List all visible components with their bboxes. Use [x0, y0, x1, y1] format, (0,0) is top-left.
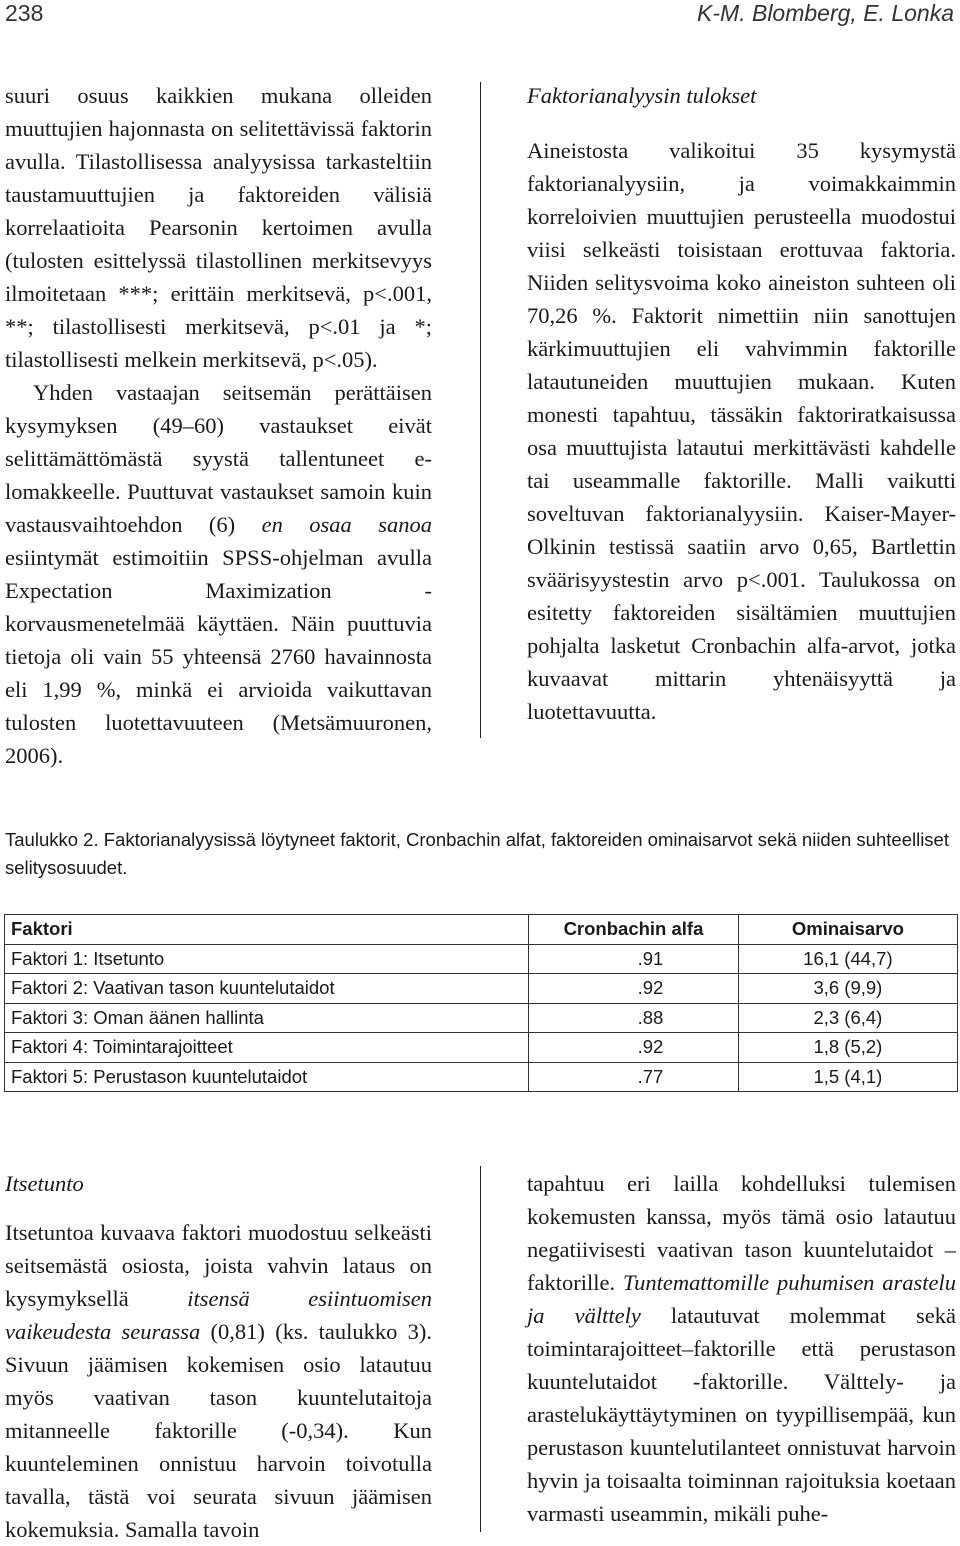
table-cell: Faktori 4: Toimintarajoitteet — [5, 1033, 529, 1063]
top-right-column — [527, 79, 956, 728]
page-number: 238 — [5, 0, 44, 26]
table-row — [5, 1033, 958, 1063]
body-paragraph: Itsetuntoa kuvaava faktori muodostuu selkeästi seitsemästä osiosta, joista vahvin lataus on kysymyksellä itsensä esiintuomisen vaikeudesta seurassa (0,81) (ks. taulukko 3). Sivuun jäämisen kokemisen osio latautuu myös vaativan tason kuuntelutaitoja mitanneelle faktorille (-0,34). Kun kuunteleminen onnistuu harvoin toivotulla tavalla, tästä voi seurata sivuun jäämisen kokemuksia. Samalla tavoin — [5, 1220, 433, 1542]
top-left-column — [5, 79, 432, 772]
section-heading: Itsetunto — [5, 1171, 84, 1196]
body-paragraph: suuri osuus kaikkien mukana olleiden muuttujien hajonnasta on selitettävissä faktorin avulla. Tilastollisessa analyysissa tarkasteltiin taustamuuttujien ja faktoreiden välisiä korrelaatioita Pearsonin kertoimen avulla (tulosten esittelyssä tilastollinen merkitsevyys ilmoitetaan ***; erittäin merkitsevä, p<.001, **; tilastollisesti merkitsevä, p<.01 ja *; tilastollisesti melkein merkitsevä, p<.05). — [5, 83, 432, 372]
bottom-left-column — [5, 1167, 432, 1546]
table-cell: 2,3 (6,4) — [738, 1003, 957, 1033]
body-paragraph: Aineistosta valikoitui 35 kysymystä faktorianalyysiin, ja voimakkaimmin korreloivien muuttujien perusteella muodostui viisi selkeästi toisistaan erottuvaa faktoria. Niiden selitysvoima koko aineiston suhteen oli 70,26 %. Faktorit nimettiin niin sanottujen kärkimuuttujien eli vahvimmin faktorille latautuneiden muuttujien mukaan. Kuten monesti tapahtuu, tässäkin faktoriratkaisussa osa muuttujista latautui merkittävästi kahdelle tai useammalle faktorille. Malli vaikutti soveltuvan faktorianalyysiin. Kaiser-Mayer-Olkinin testissä saatiin arvo 0,65, Bartlettin sväärisyystestin arvo p<.001. Taulukossa on esitetty faktoreiden sisältämien muuttujien pohjalta lasketut Cronbachin alfa-arvot, jotka kuvaavat mittarin yhtenäisyyttä ja luotettavuutta. — [527, 138, 956, 724]
table-row — [5, 944, 958, 974]
table-cell: Faktori 3: Oman äänen hallinta — [5, 1003, 529, 1033]
table-row — [5, 1062, 958, 1092]
column-header: Faktori — [5, 915, 529, 945]
column-divider — [480, 1166, 481, 1532]
section-heading: Faktorianalyysin tulokset — [527, 83, 757, 108]
table-cell: .92 — [529, 974, 739, 1004]
table-cell: .88 — [529, 1003, 739, 1033]
table-cell: 1,8 (5,2) — [738, 1033, 957, 1063]
column-divider — [480, 82, 481, 738]
running-head-authors: K-M. Blomberg, E. Lonka — [697, 0, 954, 26]
page-header — [0, 0, 960, 30]
column-header: Ominaisarvo — [738, 915, 957, 945]
table-row — [5, 1003, 958, 1033]
table-cell: .92 — [529, 1033, 739, 1063]
table-cell: 1,5 (4,1) — [738, 1062, 957, 1092]
bottom-right-column — [527, 1167, 956, 1530]
table-cell: 3,6 (9,9) — [738, 974, 957, 1004]
body-paragraph: Yhden vastaajan seitsemän perättäisen kysymyksen (49–60) vastaukset eivät selittämättömästä syystä tallentuneet e-lomakkeelle. Puuttuvat vastaukset samoin kuin vastausvaihtoehdon (6) en osaa sanoa esiintymät estimoitiin SPSS-ohjelman avulla Expectation Maximization -korvausmenetelmää käyttäen. Näin puuttuvia tietoja oli vain 55 yhteensä 2760 havainnosta eli 1,99 %, minkä ei arvioida vaikuttavan tulosten luotettavuuteen (Metsämuuronen, 2006). — [5, 380, 433, 768]
table-caption: Taulukko 2. Faktorianalyysissä löytyneet faktorit, Cronbachin alfat, faktoreiden ominaisarvot sekä niiden suhteelliset selitysosuudet. — [5, 829, 949, 878]
table-header-row — [5, 915, 958, 945]
emphasis-text: itsensä esiintuomisen vaikeudesta seurassa — [5, 1286, 432, 1344]
table-cell: .91 — [529, 944, 739, 974]
table-cell: Faktori 2: Vaativan tason kuuntelutaidot — [5, 974, 529, 1004]
table-cell: 16,1 (44,7) — [738, 944, 957, 974]
table-cell: .77 — [529, 1062, 739, 1092]
body-paragraph: tapahtuu eri lailla kohdelluksi tulemisen kokemusten kanssa, myös tämä osio latautuu negatiivisesti vaativan tason kuuntelutaidot –faktorille. Tuntemattomille puhumisen arastelu ja välttely latautuvat molemmat sekä toimintarajoitteet–faktorille että perustason kuuntelutaidot -faktorille. Välttely- ja arastelukäyttäytyminen on tyypillisempää, kun perustason kuuntelutilanteet onnistuvat harvoin hyvin ja toisaalta toiminnan rajoituksia koetaan varmasti useammin, mikäli puhe- — [527, 1171, 956, 1526]
emphasis-text: Tuntemattomille puhumisen arastelu ja välttely — [527, 1270, 956, 1328]
factor-table — [4, 914, 958, 1092]
column-header: Cronbachin alfa — [529, 915, 739, 945]
emphasis-text: en osaa sanoa — [261, 512, 433, 537]
table-cell: Faktori 5: Perustason kuuntelutaidot — [5, 1062, 529, 1092]
table-cell: Faktori 1: Itsetunto — [5, 944, 529, 974]
table-row — [5, 974, 958, 1004]
